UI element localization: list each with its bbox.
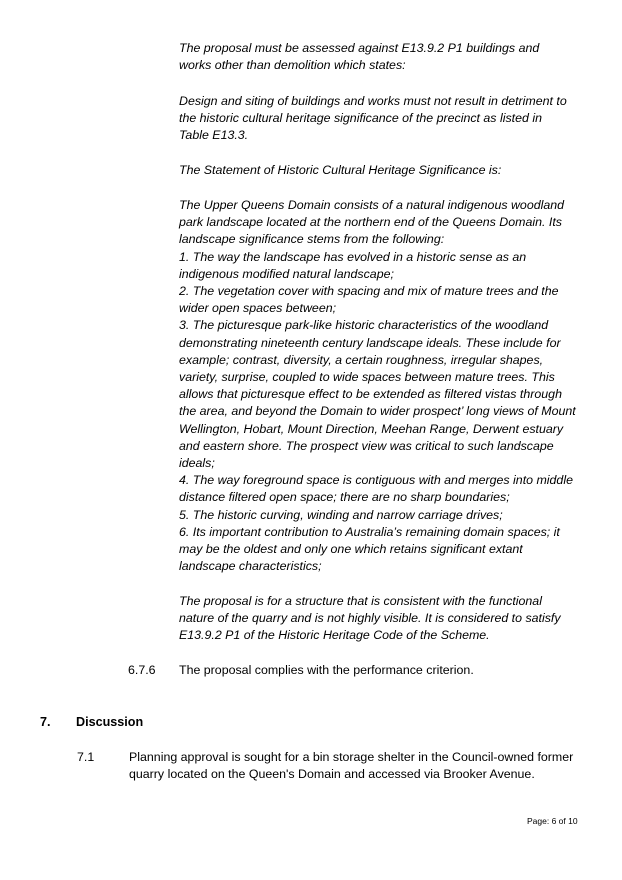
text-line: the area, and beyond the Domain to wider prospect’ long views of Mount xyxy=(179,404,576,419)
text-line: ideals; xyxy=(179,456,215,471)
text-line: landscape characteristics; xyxy=(179,559,322,574)
text-line: Wellington, Hobart, Mount Direction, Meehan Range, Derwent estuary xyxy=(179,421,564,436)
clause-number: 6.7.6 xyxy=(128,663,156,677)
text-line: Planning approval is sought for a bin storage shelter in the Council-owned former xyxy=(129,750,574,764)
text-line: landscape significance stems from the following: xyxy=(179,232,445,247)
clause-number: 7.1 xyxy=(77,750,95,764)
text-line: The Statement of Historic Cultural Heritage Significance is: xyxy=(179,163,502,177)
text-line: distance filtered open space; there are no sharp boundaries; xyxy=(179,490,510,505)
text-line: Table E13.3. xyxy=(179,128,249,143)
text-line: 4. The way foreground space is contiguous with and merges into middle xyxy=(179,473,573,488)
statement-heading-paragraph xyxy=(179,162,604,179)
text-line: allows that picturesque effect to be extended as filtered vistas through xyxy=(179,387,562,402)
assessment-intro-paragraph xyxy=(179,40,604,74)
text-line: wider open spaces between; xyxy=(179,301,337,316)
text-line: Design and siting of buildings and works must not result in detriment to xyxy=(179,94,567,108)
text-line: variety, surprise, coupled to wide spaces between mature trees. This xyxy=(179,370,555,385)
text-line: 3. The picturesque park-like historic characteristics of the woodland xyxy=(179,318,549,333)
text-line: E13.9.2 P1 of the Historic Heritage Code of the Scheme. xyxy=(179,628,490,643)
text-line: may be the oldest and only one which retains significant extant xyxy=(179,542,523,557)
standard-quote-paragraph xyxy=(179,93,604,145)
text-line: 6. Its important contribution to Australia’s remaining domain spaces; it xyxy=(179,524,560,539)
text-line: The proposal must be assessed against E13.9.2 P1 buildings and xyxy=(179,41,540,55)
text-line: 5. The historic curving, winding and narrow carriage drives; xyxy=(179,507,503,522)
text-line: demonstrating nineteenth century landscape ideals. These include for xyxy=(179,335,561,350)
text-line: the historic cultural heritage significance of the precinct as listed in xyxy=(179,111,542,126)
proposal-conclusion-paragraph xyxy=(179,593,604,645)
text-line: The proposal is for a structure that is consistent with the functional xyxy=(179,594,542,608)
clause-text xyxy=(129,749,573,783)
text-line: The Upper Queens Domain consists of a natural indigenous woodland xyxy=(179,198,565,212)
text-line: example; contrast, diversity, a certain roughness, irregular shapes, xyxy=(179,352,544,367)
clause-text: The proposal complies with the performance criterion. xyxy=(179,663,474,677)
text-line: 2. The vegetation cover with spacing and mix of mature trees and the xyxy=(179,284,559,299)
text-line: park landscape located at the northern end of the Queens Domain. Its xyxy=(179,215,562,230)
text-line: indigenous modified natural landscape; xyxy=(179,266,394,281)
page-number-footer: Page: 6 of 10 xyxy=(527,816,578,826)
section-number: 7. xyxy=(40,715,51,729)
text-line: nature of the quarry and is not highly visible. It is considered to satisfy xyxy=(179,611,561,626)
section-title: Discussion xyxy=(76,715,144,729)
text-line: works other than demolition which states: xyxy=(179,58,406,73)
significance-statement-paragraph xyxy=(179,197,604,575)
text-line: 1. The way the landscape has evolved in a historic sense as an xyxy=(179,249,527,264)
text-line: quarry located on the Queen's Domain and accessed via Brooker Avenue. xyxy=(129,767,535,782)
text-line: and eastern shore. The prospect view was critical to such landscape xyxy=(179,438,554,453)
